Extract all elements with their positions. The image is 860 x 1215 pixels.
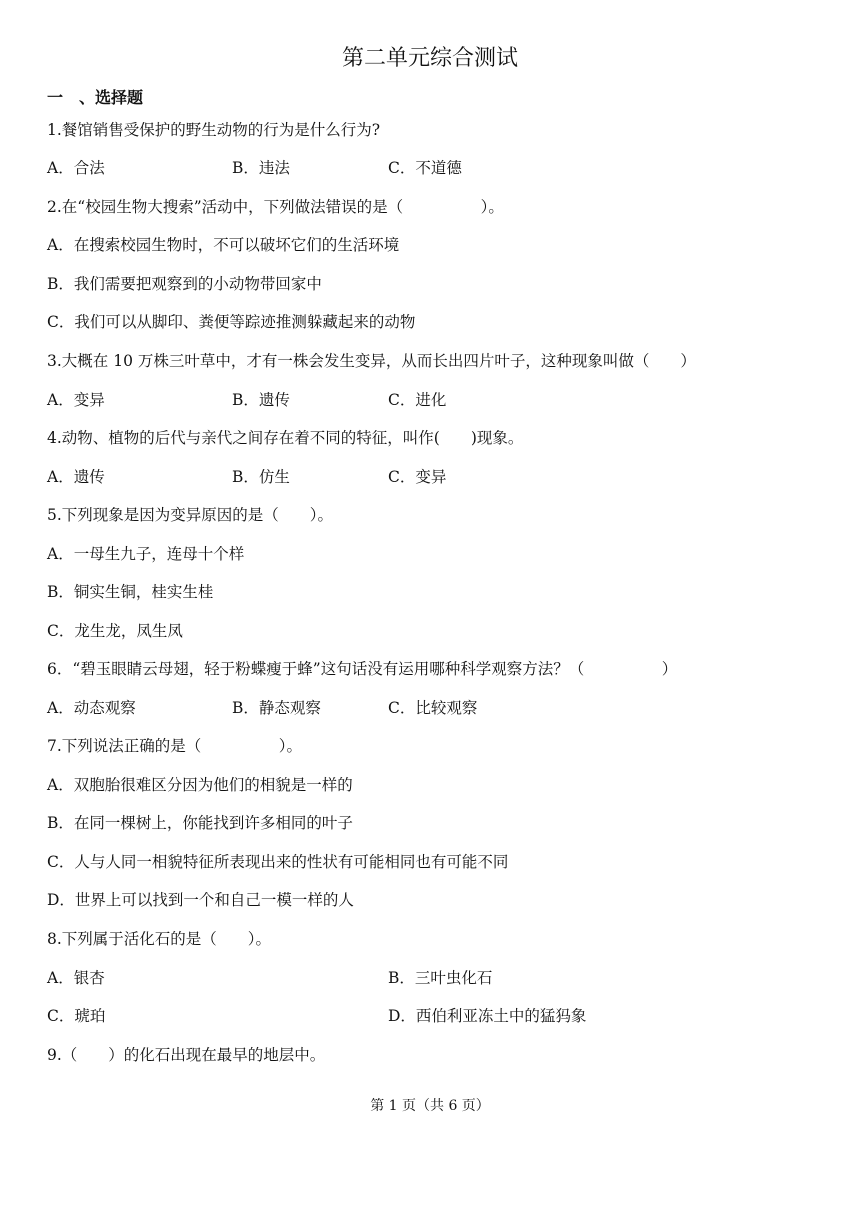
question-4-option-c: C．变异 — [388, 468, 447, 486]
question-7-option-b: B．在同一棵树上，你能找到许多相同的叶子 — [47, 814, 353, 832]
page-footer: 第 1 页（共 6 页） — [370, 1098, 490, 1114]
question-8-stem: 8.下列属于活化石的是（ ）。 — [47, 930, 272, 948]
question-6-option-a: A．动态观察 — [47, 699, 136, 717]
question-2-option-b: B．我们需要把观察到的小动物带回家中 — [47, 275, 322, 293]
question-4-option-a: A．遗传 — [47, 468, 105, 486]
question-7-option-c: C．人与人同一相貌特征所表现出来的性状有可能相同也有可能不同 — [47, 853, 509, 871]
question-2-stem: 2.在“校园生物大搜索”活动中，下列做法错误的是（ ）。 — [47, 198, 504, 216]
question-5-option-a: A．一母生九子，连母十个样 — [47, 545, 245, 563]
question-9-stem: 9.（ ）的化石出现在最早的地层中。 — [47, 1046, 326, 1064]
page-title: 第二单元综合测试 — [341, 46, 518, 71]
question-1-option-b: B．违法 — [232, 159, 290, 177]
question-1-stem: 1.餐馆销售受保护的野生动物的行为是什么行为? — [47, 121, 381, 139]
question-7-option-a: A．双胞胎很难区分因为他们的相貌是一样的 — [47, 776, 353, 794]
question-2-option-c: C．我们可以从脚印、粪便等踪迹推测躲藏起来的动物 — [47, 313, 416, 331]
question-8-option-b: B．三叶虫化石 — [388, 969, 493, 987]
section-heading: 一 、选择题 — [47, 88, 144, 107]
question-7-option-d: D．世界上可以找到一个和自己一模一样的人 — [47, 891, 354, 909]
question-3-stem: 3.大概在 10 万株三叶草中，才有一株会发生变异，从而长出四片叶子，这种现象叫做（ ） — [47, 352, 696, 370]
question-8-option-a: A．银杏 — [47, 969, 105, 987]
question-6-option-b: B．静态观察 — [232, 699, 321, 717]
question-3-option-b: B．遗传 — [232, 391, 290, 409]
question-8-option-d: D．西伯利亚冻土中的猛犸象 — [388, 1007, 587, 1025]
question-1-option-a: A．合法 — [47, 159, 105, 177]
question-6-stem: 6．“碧玉眼睛云母翅，轻于粉蝶瘦于蜂”这句话没有运用哪种科学观察方法？（ ） — [47, 660, 678, 678]
question-8-option-c: C．琥珀 — [47, 1007, 106, 1025]
question-4-option-b: B．仿生 — [232, 468, 290, 486]
question-5-option-b: B．铜实生铜，桂实生桂 — [47, 583, 214, 601]
question-7-stem: 7.下列说法正确的是（ ）。 — [47, 737, 303, 755]
question-6-option-c: C．比较观察 — [388, 699, 478, 717]
question-1-option-c: C．不道德 — [388, 159, 462, 177]
question-3-option-c: C．进化 — [388, 391, 447, 409]
question-5-option-c: C．龙生龙，凤生凤 — [47, 622, 183, 640]
question-5-stem: 5.下列现象是因为变异原因的是（ ）。 — [47, 506, 334, 524]
question-4-stem: 4.动物、植物的后代与亲代之间存在着不同的特征，叫作( )现象。 — [47, 429, 524, 447]
question-3-option-a: A．变异 — [47, 391, 105, 409]
question-2-option-a: A．在搜索校园生物时，不可以破坏它们的生活环境 — [47, 236, 400, 254]
